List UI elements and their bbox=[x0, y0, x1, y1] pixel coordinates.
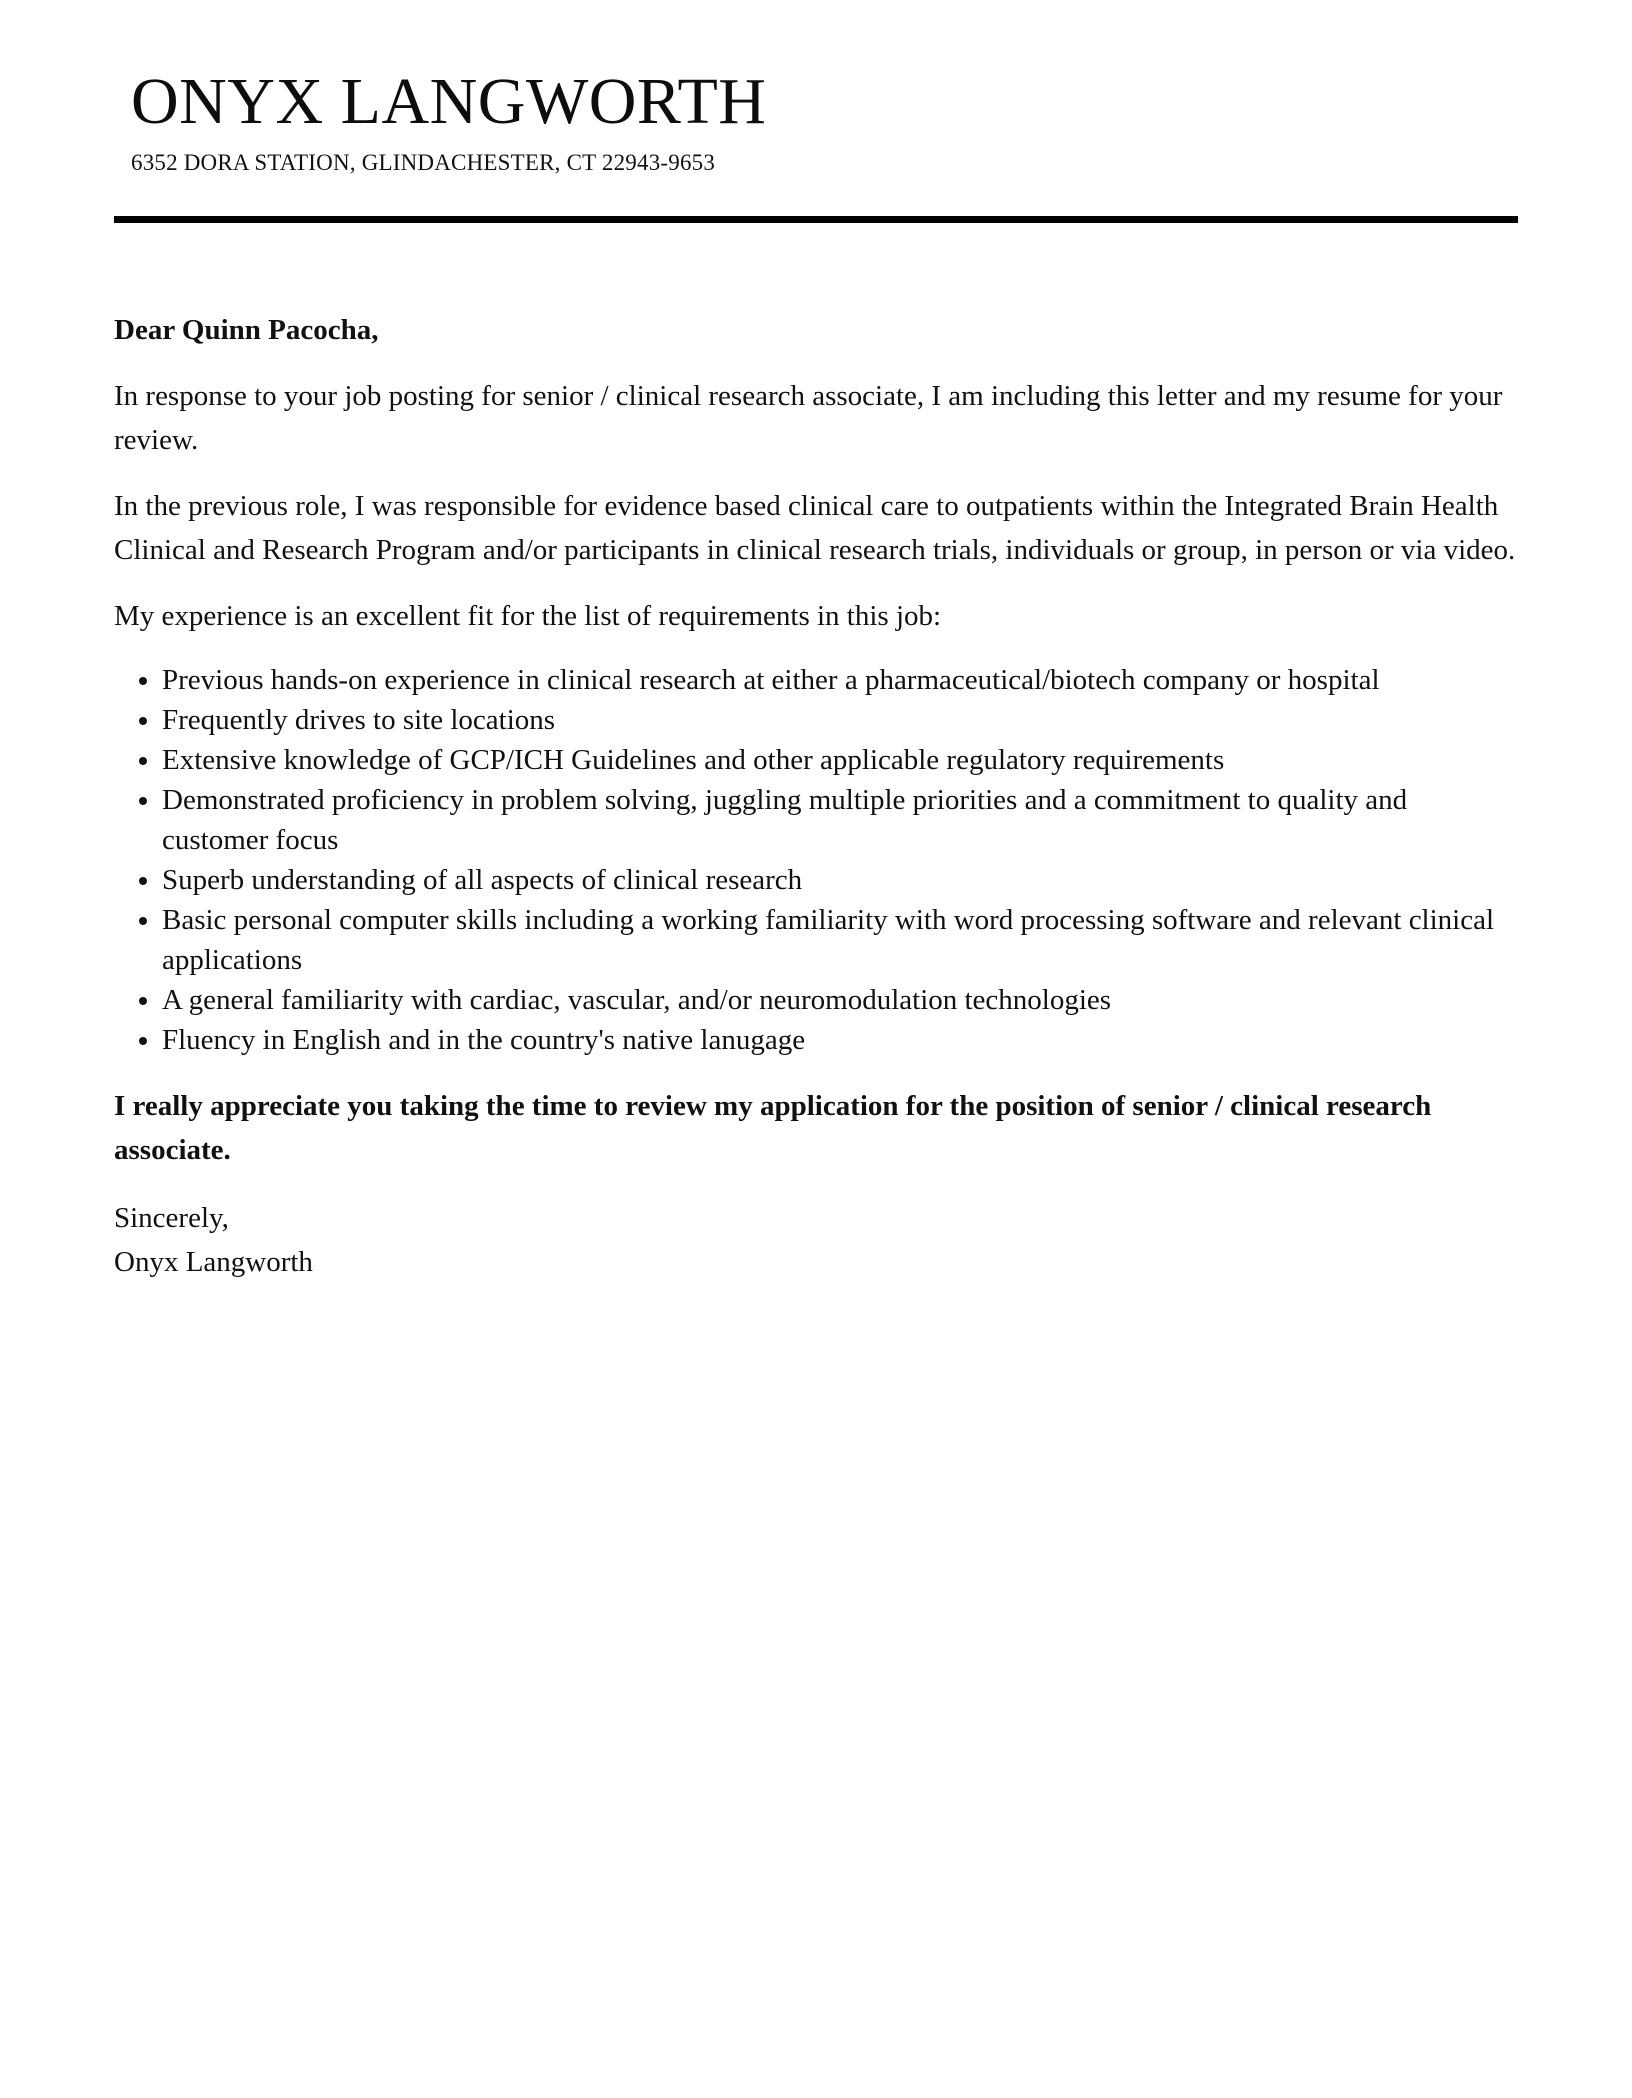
letter-body bbox=[114, 308, 1518, 1284]
applicant-name: ONYX LANGWORTH bbox=[131, 65, 767, 138]
list-item: • Previous hands-on experience in clinical research at either a pharmaceutical/biotech company or hospital bbox=[162, 660, 1518, 700]
letter-header bbox=[114, 0, 1518, 178]
experience-paragraph: In the previous role, I was responsible for evidence based clinical care to outpatients within the Integrated Brain Health Clinical and Research Program and/or participants in clinical research trials, individuals or group, in person or via video. bbox=[114, 490, 1516, 566]
signoff: Sincerely, bbox=[114, 1202, 229, 1234]
list-item: • A general familiarity with cardiac, vascular, and/or neuromodulation technologies bbox=[162, 980, 1518, 1020]
list-item: • Frequently drives to site locations bbox=[162, 700, 1518, 740]
requirements-list bbox=[114, 660, 1518, 1060]
intro-paragraph: In response to your job posting for senior / clinical research associate, I am including this letter and my resume for your review. bbox=[114, 380, 1503, 456]
closing-statement: I really appreciate you taking the time to review my application for the position of senior / clinical research associate. bbox=[114, 1090, 1432, 1166]
signature: Onyx Langworth bbox=[114, 1246, 313, 1278]
list-item: • Superb understanding of all aspects of clinical research bbox=[162, 860, 1518, 900]
list-item: • Demonstrated proficiency in problem solving, juggling multiple priorities and a commitment to quality and customer focus bbox=[162, 780, 1518, 860]
salutation: Dear Quinn Pacocha, bbox=[114, 314, 379, 346]
header-divider bbox=[114, 216, 1518, 223]
requirements-intro: My experience is an excellent fit for the list of requirements in this job: bbox=[114, 600, 942, 632]
list-item: • Extensive knowledge of GCP/ICH Guidelines and other applicable regulatory requirements bbox=[162, 740, 1518, 780]
list-item: • Basic personal computer skills including a working familiarity with word processing software and relevant clinical applications bbox=[162, 900, 1518, 980]
cover-letter-page bbox=[114, 0, 1518, 1284]
list-item: • Fluency in English and in the country's native lanugage bbox=[162, 1020, 1518, 1060]
applicant-address: 6352 DORA STATION, GLINDACHESTER, CT 22943-9653 bbox=[131, 150, 716, 175]
